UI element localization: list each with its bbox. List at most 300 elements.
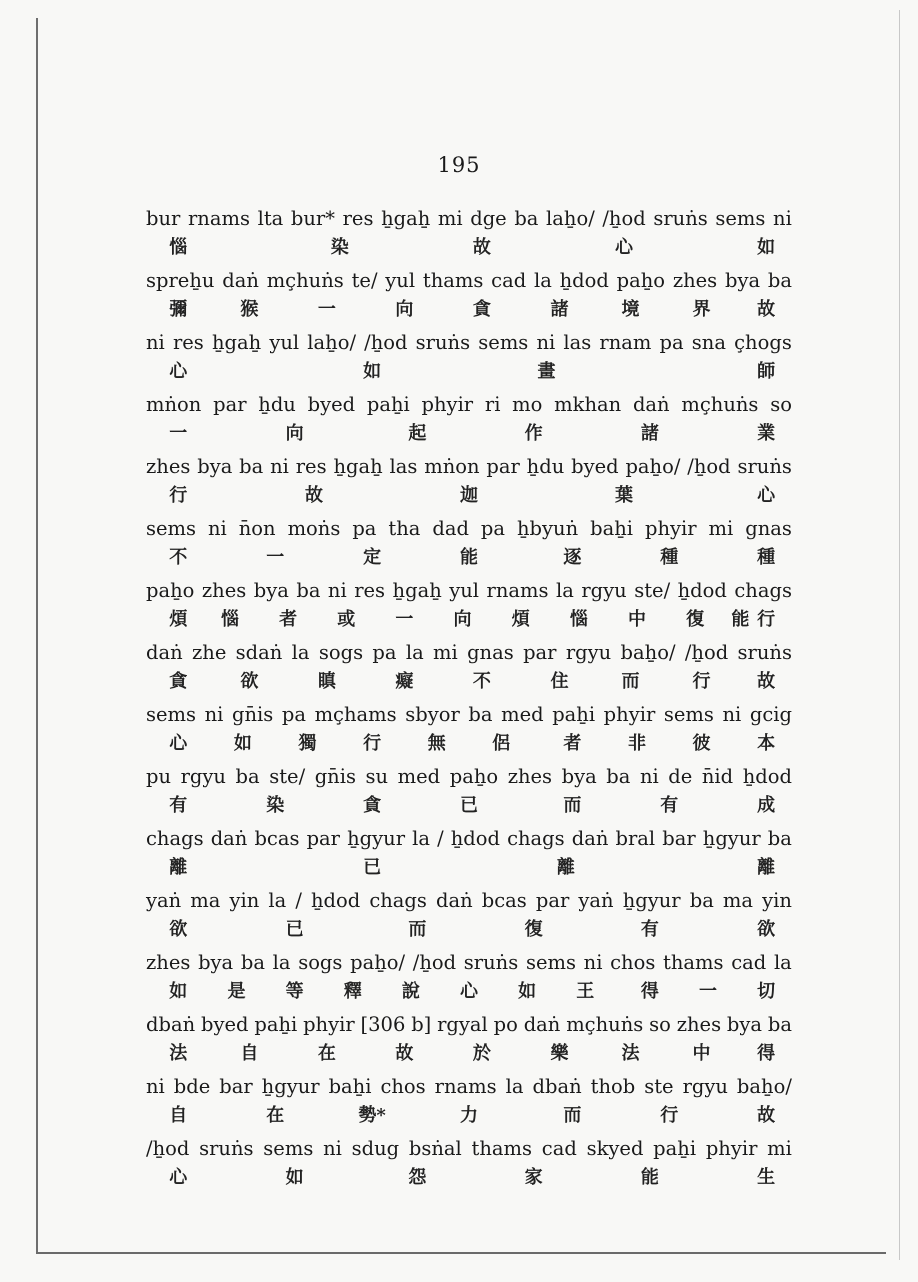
chinese-gloss-line bbox=[146, 852, 792, 884]
tibetan-word: ni bbox=[536, 331, 556, 354]
chinese-character: 畫 bbox=[537, 361, 556, 382]
tibetan-word: ba bbox=[767, 269, 792, 292]
tibetan-word: bde bbox=[173, 1075, 211, 1098]
chinese-character: 已 bbox=[363, 857, 382, 878]
tibetan-word: res bbox=[342, 207, 374, 230]
chinese-character: 勢* bbox=[358, 1105, 386, 1126]
chinese-character: 是 bbox=[227, 981, 246, 1002]
tibetan-word: daṅ bbox=[210, 827, 248, 850]
tibetan-word: b] bbox=[411, 1013, 432, 1036]
tibetan-word: mo bbox=[512, 393, 543, 416]
tibetan-word: med bbox=[501, 703, 544, 726]
tibetan-word: pa bbox=[372, 641, 397, 664]
tibetan-word: daṅ bbox=[523, 1013, 561, 1036]
tibetan-word: mṅon bbox=[424, 455, 480, 478]
tibetan-transliteration-line bbox=[146, 1134, 792, 1164]
tibetan-word: dge bbox=[470, 207, 507, 230]
chinese-character: 在 bbox=[266, 1105, 285, 1126]
chinese-gloss-line bbox=[146, 666, 792, 698]
tibetan-word: mṅon bbox=[146, 393, 202, 416]
chinese-character: 心 bbox=[169, 361, 188, 382]
tibetan-word: mçhuṅs bbox=[266, 269, 344, 292]
tibetan-word: pa bbox=[480, 517, 506, 540]
tibetan-word: bcas bbox=[254, 827, 300, 850]
tibetan-word: pu bbox=[146, 765, 172, 788]
tibetan-word: ni bbox=[327, 579, 347, 602]
tibetan-word: ba bbox=[514, 207, 539, 230]
tibetan-word: sems bbox=[663, 703, 714, 726]
tibetan-word: paẖo bbox=[449, 765, 499, 788]
text-line-pair bbox=[146, 576, 792, 638]
tibetan-word: cad bbox=[491, 269, 527, 292]
tibetan-word: daṅ bbox=[436, 889, 473, 912]
tibetan-word: phyir bbox=[421, 393, 474, 416]
chinese-character: 染 bbox=[330, 237, 349, 258]
tibetan-word: sogs bbox=[318, 641, 364, 664]
chinese-character: 行 bbox=[363, 733, 382, 754]
chinese-character: 離 bbox=[169, 857, 188, 878]
tibetan-word: sogs bbox=[298, 951, 343, 974]
tibetan-word: paẖo/ bbox=[350, 951, 406, 974]
tibetan-word: /ẖod bbox=[602, 207, 646, 230]
tibetan-transliteration-line bbox=[146, 1010, 792, 1040]
tibetan-word: sems bbox=[525, 951, 576, 974]
tibetan-word: ba bbox=[767, 1013, 792, 1036]
tibetan-word: yul bbox=[449, 579, 480, 602]
text-line-pair bbox=[146, 824, 792, 886]
tibetan-word: pa bbox=[659, 331, 684, 354]
chinese-character: 者 bbox=[279, 609, 298, 630]
chinese-character: 煩 bbox=[511, 609, 530, 630]
tibetan-word: rgyu bbox=[682, 1075, 728, 1098]
tibetan-word: la bbox=[272, 951, 291, 974]
chinese-character: 於 bbox=[472, 1043, 491, 1064]
tibetan-word: ni bbox=[270, 455, 289, 478]
tibetan-word: daṅ bbox=[571, 827, 609, 850]
tibetan-word: ẖdod bbox=[450, 827, 500, 850]
tibetan-word: ste/ bbox=[269, 765, 306, 788]
chinese-character: 法 bbox=[169, 1043, 188, 1064]
tibetan-word: zhes bbox=[146, 951, 191, 974]
text-line-pair bbox=[146, 886, 792, 948]
chinese-character: 而 bbox=[563, 795, 582, 816]
chinese-character: 在 bbox=[317, 1043, 336, 1064]
chinese-character: 彌 bbox=[169, 299, 188, 320]
chinese-character: 已 bbox=[285, 919, 304, 940]
text-line-pair bbox=[146, 1072, 792, 1134]
chinese-character: 故 bbox=[395, 1043, 414, 1064]
tibetan-word: zhes bbox=[676, 1013, 722, 1036]
tibetan-word: par bbox=[523, 641, 557, 664]
chinese-character: 貪 bbox=[169, 671, 188, 692]
chinese-character: 如 bbox=[233, 733, 252, 754]
tibetan-word: paẖi bbox=[254, 1013, 298, 1036]
tibetan-word: ma bbox=[722, 889, 754, 912]
tibetan-word: ni bbox=[204, 703, 224, 726]
chinese-character: 惱 bbox=[220, 609, 239, 630]
tibetan-word: bral bbox=[615, 827, 656, 850]
tibetan-word: ẖgaẖ bbox=[392, 579, 442, 602]
tibetan-word: ste bbox=[644, 1075, 674, 1098]
tibetan-word: la bbox=[533, 269, 552, 292]
chinese-character: 惱 bbox=[569, 609, 588, 630]
chinese-character: 種 bbox=[660, 547, 679, 568]
tibetan-word: gn̄is bbox=[232, 703, 274, 726]
chinese-character: 有 bbox=[169, 795, 188, 816]
tibetan-word: res bbox=[295, 455, 327, 478]
tibetan-word: thams bbox=[663, 951, 724, 974]
tibetan-word: par bbox=[213, 393, 247, 416]
chinese-character: 而 bbox=[621, 671, 640, 692]
chinese-character: 作 bbox=[524, 423, 543, 444]
tibetan-word: ẖdu bbox=[526, 455, 565, 478]
tibetan-transliteration-line bbox=[146, 638, 792, 668]
tibetan-word: chags bbox=[734, 579, 792, 602]
chinese-character: 故 bbox=[757, 671, 776, 692]
tibetan-word: ẖdod bbox=[559, 269, 609, 292]
chinese-gloss-line bbox=[146, 542, 792, 574]
tibetan-word: bya bbox=[561, 765, 597, 788]
chinese-character: 法 bbox=[621, 1043, 640, 1064]
tibetan-word: ẖgyur bbox=[261, 1075, 320, 1098]
chinese-character: 已 bbox=[460, 795, 478, 816]
chinese-character: 故 bbox=[472, 237, 491, 258]
chinese-character: 說 bbox=[401, 981, 420, 1002]
chinese-character: 種 bbox=[757, 547, 776, 568]
tibetan-word: zhes bbox=[146, 455, 191, 478]
tibetan-word: sruṅs bbox=[737, 641, 792, 664]
chinese-character: 心 bbox=[169, 733, 188, 754]
chinese-gloss-line bbox=[146, 418, 792, 450]
tibetan-word: mi bbox=[767, 1137, 792, 1160]
chinese-character: 界 bbox=[692, 299, 711, 320]
tibetan-word: yaṅ bbox=[146, 889, 182, 912]
tibetan-word: rgyu bbox=[581, 579, 627, 602]
tibetan-word: ni bbox=[323, 1137, 342, 1160]
tibetan-word: /ẖod bbox=[364, 331, 408, 354]
tibetan-word: laẖo/ bbox=[546, 207, 595, 230]
chinese-character: 一 bbox=[317, 299, 336, 320]
text-line-pair bbox=[146, 700, 792, 762]
chinese-character: 不 bbox=[169, 547, 188, 568]
tibetan-word: sruṅs bbox=[199, 1137, 254, 1160]
tibetan-word: ma bbox=[190, 889, 221, 912]
tibetan-word: thams bbox=[422, 269, 484, 292]
tibetan-word: spreẖu bbox=[146, 269, 215, 292]
tibetan-word: mi bbox=[437, 207, 463, 230]
tibetan-word: paẖi bbox=[653, 1137, 697, 1160]
tibetan-word: bar bbox=[662, 827, 696, 850]
tibetan-word: /ẖod bbox=[146, 1137, 190, 1160]
text-line-pair bbox=[146, 762, 792, 824]
tibetan-word: baẖo/ bbox=[620, 641, 676, 664]
tibetan-transliteration-line bbox=[146, 328, 792, 358]
chinese-character: 或 bbox=[337, 609, 356, 630]
chinese-character: 獨 bbox=[298, 733, 317, 754]
tibetan-word: /ẖod bbox=[412, 951, 457, 974]
tibetan-word: sdaṅ bbox=[235, 641, 283, 664]
chinese-character: 行 bbox=[660, 1105, 679, 1126]
tibetan-word: dbaṅ bbox=[532, 1075, 582, 1098]
left-margin-rule bbox=[36, 18, 38, 1253]
tibetan-transliteration-line bbox=[146, 824, 792, 854]
chinese-character: 行 bbox=[757, 609, 776, 630]
tibetan-word: la bbox=[505, 1075, 524, 1098]
chinese-character: 定 bbox=[363, 547, 382, 568]
chinese-character: 不 bbox=[472, 671, 491, 692]
tibetan-word: bsṅal bbox=[408, 1137, 462, 1160]
tibetan-word: pa bbox=[352, 517, 377, 540]
chinese-gloss-line bbox=[146, 1038, 792, 1070]
tibetan-word: de bbox=[668, 765, 693, 788]
tibetan-word: mçhuṅs bbox=[566, 1013, 644, 1036]
tibetan-word: res bbox=[354, 579, 386, 602]
tibetan-word: la bbox=[405, 641, 424, 664]
chinese-character: 住 bbox=[550, 671, 569, 692]
chinese-character: 行 bbox=[169, 485, 188, 506]
tibetan-word: ba bbox=[606, 765, 631, 788]
chinese-character: 諸 bbox=[640, 423, 659, 444]
tibetan-word: / bbox=[437, 827, 444, 850]
chinese-character: 貪 bbox=[363, 795, 382, 816]
tibetan-word: /ẖod bbox=[687, 455, 731, 478]
tibetan-word: n̄on bbox=[238, 517, 276, 540]
tibetan-word: chags bbox=[507, 827, 565, 850]
tibetan-word: sruṅs bbox=[415, 331, 471, 354]
chinese-character: 家 bbox=[524, 1167, 543, 1188]
tibetan-word: rnams bbox=[434, 1075, 497, 1098]
chinese-character: 故 bbox=[757, 299, 776, 320]
chinese-character: 向 bbox=[395, 299, 414, 320]
tibetan-word: sbyor bbox=[405, 703, 460, 726]
chinese-gloss-line bbox=[146, 790, 792, 822]
tibetan-word: ni bbox=[583, 951, 603, 974]
chinese-character: 有 bbox=[660, 795, 679, 816]
tibetan-word: cad bbox=[731, 951, 767, 974]
tibetan-word: sdug bbox=[351, 1137, 400, 1160]
tibetan-word: yul bbox=[385, 269, 416, 292]
tibetan-word: mkhan bbox=[554, 393, 622, 416]
tibetan-word: ba bbox=[239, 455, 264, 478]
chinese-character: 業 bbox=[757, 423, 776, 444]
tibetan-word: chags bbox=[146, 827, 204, 850]
tibetan-word: par bbox=[306, 827, 340, 850]
tibetan-word: bur bbox=[146, 207, 181, 230]
tibetan-word: lta bbox=[257, 207, 284, 230]
tibetan-word: byed bbox=[200, 1013, 249, 1036]
tibetan-word: phyir bbox=[603, 703, 656, 726]
tibetan-word: ni bbox=[146, 331, 165, 354]
tibetan-word: ẖdod bbox=[677, 579, 727, 602]
chinese-character: 欲 bbox=[757, 919, 776, 940]
chinese-character: 離 bbox=[757, 857, 776, 878]
chinese-character: 能 bbox=[731, 609, 750, 630]
tibetan-word: gcig bbox=[749, 703, 792, 726]
tibetan-word: baẖo/ bbox=[736, 1075, 792, 1098]
tibetan-word: daṅ bbox=[146, 641, 183, 664]
chinese-character: 而 bbox=[563, 1105, 582, 1126]
chinese-gloss-line bbox=[146, 232, 792, 264]
chinese-gloss-line bbox=[146, 1100, 792, 1132]
tibetan-word: zhes bbox=[507, 765, 553, 788]
chinese-character: 心 bbox=[757, 485, 776, 506]
text-line-pair bbox=[146, 638, 792, 700]
tibetan-word: sems bbox=[715, 207, 766, 230]
tibetan-word: mçhams bbox=[314, 703, 397, 726]
tibetan-transliteration-line bbox=[146, 886, 792, 916]
chinese-character: 本 bbox=[757, 733, 776, 754]
chinese-character: 樂 bbox=[550, 1043, 569, 1064]
tibetan-word: su bbox=[365, 765, 389, 788]
tibetan-word: moṅs bbox=[287, 517, 341, 540]
chinese-gloss-line bbox=[146, 914, 792, 946]
bottom-margin-rule bbox=[36, 1252, 886, 1254]
tibetan-word: bya bbox=[198, 951, 234, 974]
tibetan-word: paẖi bbox=[366, 393, 410, 416]
tibetan-word: la bbox=[773, 951, 792, 974]
tibetan-word: ni bbox=[639, 765, 659, 788]
tibetan-word: ni bbox=[208, 517, 227, 540]
tibetan-word: ba bbox=[240, 951, 265, 974]
tibetan-transliteration-line bbox=[146, 762, 792, 792]
text-line-pair bbox=[146, 328, 792, 390]
chinese-character: 有 bbox=[640, 919, 659, 940]
tibetan-word: mi bbox=[433, 641, 458, 664]
chinese-character: 故 bbox=[304, 485, 323, 506]
text-line-pair bbox=[146, 266, 792, 328]
chinese-character: 復 bbox=[686, 609, 705, 630]
chinese-character: 向 bbox=[285, 423, 304, 444]
tibetan-word: gnas bbox=[467, 641, 514, 664]
tibetan-word: ba bbox=[468, 703, 493, 726]
tibetan-word: yaṅ bbox=[578, 889, 614, 912]
tibetan-word: te/ bbox=[351, 269, 378, 292]
chinese-character: 師 bbox=[757, 361, 776, 382]
chinese-character: 自 bbox=[240, 1043, 259, 1064]
tibetan-word: bya bbox=[724, 269, 761, 292]
tibetan-word: [306 bbox=[360, 1013, 406, 1036]
chinese-gloss-line bbox=[146, 976, 792, 1008]
tibetan-transliteration-line bbox=[146, 948, 792, 978]
tibetan-word: la bbox=[556, 579, 574, 602]
chinese-character: 一 bbox=[395, 609, 414, 630]
tibetan-word: baẖi bbox=[328, 1075, 372, 1098]
chinese-character: 王 bbox=[576, 981, 595, 1002]
interlinear-text-block bbox=[146, 204, 792, 1196]
tibetan-word: ẖbyuṅ bbox=[516, 517, 579, 540]
tibetan-transliteration-line bbox=[146, 1072, 792, 1102]
tibetan-word: rnam bbox=[599, 331, 652, 354]
tibetan-word: par bbox=[486, 455, 520, 478]
chinese-character: 一 bbox=[266, 547, 285, 568]
chinese-character: 起 bbox=[408, 423, 427, 444]
tibetan-word: chos bbox=[610, 951, 656, 974]
chinese-character: 無 bbox=[427, 733, 446, 754]
tibetan-word: bya bbox=[253, 579, 289, 602]
tibetan-word: yin bbox=[762, 889, 792, 912]
chinese-character: 猴 bbox=[240, 299, 259, 320]
chinese-character: 自 bbox=[169, 1105, 188, 1126]
tibetan-word: dbaṅ bbox=[146, 1013, 196, 1036]
tibetan-word: gn̄is bbox=[314, 765, 356, 788]
tibetan-word: ẖdu bbox=[258, 393, 296, 416]
tibetan-word: paẖo bbox=[146, 579, 195, 602]
tibetan-word: ni bbox=[722, 703, 742, 726]
tibetan-word: bya bbox=[197, 455, 233, 478]
chinese-character: 行 bbox=[692, 671, 711, 692]
chinese-gloss-line bbox=[146, 356, 792, 388]
chinese-character: 怨 bbox=[408, 1167, 427, 1188]
tibetan-word: skyed bbox=[586, 1137, 644, 1160]
tibetan-word: ba bbox=[767, 827, 792, 850]
tibetan-transliteration-line bbox=[146, 576, 792, 606]
chinese-character: 成 bbox=[757, 795, 776, 816]
text-line-pair bbox=[146, 1134, 792, 1196]
tibetan-word: ni bbox=[146, 1075, 165, 1098]
tibetan-word: çhogs bbox=[734, 331, 792, 354]
chinese-character: 等 bbox=[285, 981, 304, 1002]
chinese-character: 向 bbox=[453, 609, 472, 630]
tibetan-word: ri bbox=[484, 393, 501, 416]
tibetan-word: so bbox=[770, 393, 792, 416]
tibetan-word: sruṅs bbox=[463, 951, 519, 974]
tibetan-word: phyir bbox=[705, 1137, 758, 1160]
chinese-character: 迦 bbox=[460, 485, 478, 506]
tibetan-word: cad bbox=[541, 1137, 577, 1160]
tibetan-word: bya bbox=[726, 1013, 763, 1036]
tibetan-word: byed bbox=[571, 455, 619, 478]
tibetan-word: ẖgaẖ bbox=[381, 207, 431, 230]
chinese-character: 煩 bbox=[169, 609, 188, 630]
tibetan-word: dad bbox=[432, 517, 469, 540]
tibetan-word: ẖdod bbox=[310, 889, 361, 912]
tibetan-word: rgyal bbox=[437, 1013, 488, 1036]
chinese-character: 惱 bbox=[169, 237, 188, 258]
chinese-character: 生 bbox=[757, 1167, 776, 1188]
chinese-gloss-line bbox=[146, 728, 792, 760]
tibetan-word: bcas bbox=[481, 889, 527, 912]
tibetan-word: zhes bbox=[201, 579, 247, 602]
text-line-pair bbox=[146, 514, 792, 576]
tibetan-word: po bbox=[493, 1013, 518, 1036]
chinese-character: 如 bbox=[363, 361, 382, 382]
tibetan-transliteration-line bbox=[146, 390, 792, 420]
tibetan-word: byed bbox=[307, 393, 356, 416]
text-line-pair bbox=[146, 1010, 792, 1072]
text-line-pair bbox=[146, 948, 792, 1010]
tibetan-word: la bbox=[412, 827, 430, 850]
chinese-character: 心 bbox=[169, 1167, 188, 1188]
tibetan-word: la bbox=[268, 889, 287, 912]
chinese-character: 離 bbox=[556, 857, 575, 878]
tibetan-word: paẖi bbox=[552, 703, 596, 726]
chinese-character: 如 bbox=[518, 981, 537, 1002]
chinese-character: 一 bbox=[169, 423, 188, 444]
chinese-character: 故 bbox=[757, 1105, 776, 1126]
tibetan-word: las bbox=[389, 455, 418, 478]
tibetan-word: ba bbox=[235, 765, 260, 788]
tibetan-word: par bbox=[535, 889, 570, 912]
tibetan-transliteration-line bbox=[146, 204, 792, 234]
tibetan-word: yul bbox=[269, 331, 300, 354]
chinese-character: 能 bbox=[640, 1167, 659, 1188]
chinese-character: 者 bbox=[563, 733, 582, 754]
chinese-gloss-line bbox=[146, 294, 792, 326]
text-line-pair bbox=[146, 452, 792, 514]
tibetan-word: ẖgyur bbox=[622, 889, 681, 912]
tibetan-word: chags bbox=[369, 889, 427, 912]
tibetan-word: chos bbox=[380, 1075, 426, 1098]
